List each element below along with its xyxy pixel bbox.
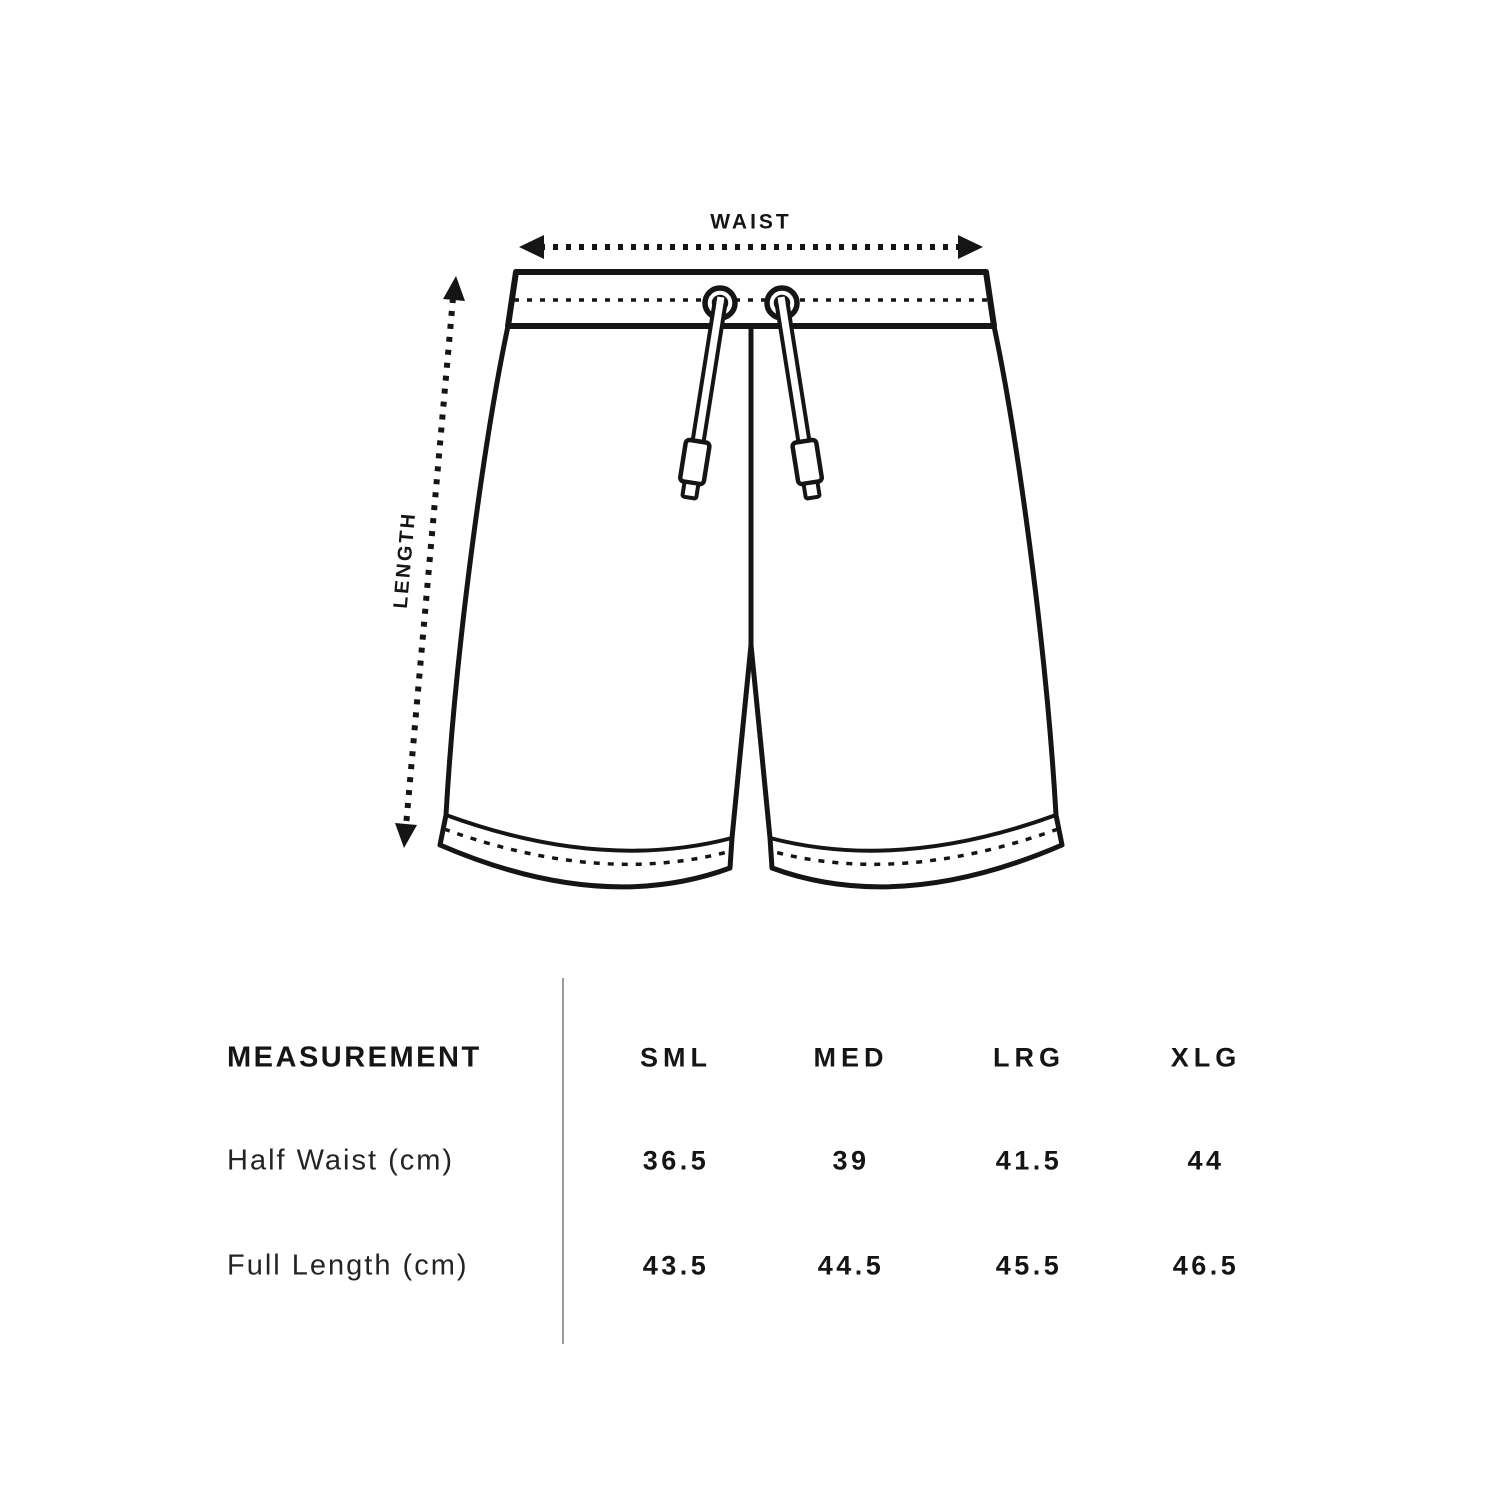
table-divider [562, 978, 564, 1344]
table-cell-full-length-lrg: 45.5 [995, 1250, 1063, 1281]
table-cell-half-waist-sml: 36.5 [642, 1145, 710, 1176]
table-row-label-full-length: Full Length (cm) [227, 1249, 469, 1282]
aglet-tip-left [682, 482, 698, 499]
table-col-header-xlg: XLG [1170, 1042, 1242, 1073]
table-row-label-half-waist: Half Waist (cm) [227, 1144, 455, 1177]
length-label: LENGTH [389, 510, 421, 610]
aglet-left [680, 439, 710, 484]
shorts-drawing [440, 272, 1062, 887]
waist-arrowhead-left-icon [519, 235, 544, 259]
waist-arrowhead-right-icon [958, 235, 983, 259]
table-cell-full-length-sml: 43.5 [642, 1250, 710, 1281]
table-header-measurement: MEASUREMENT [227, 1041, 482, 1074]
table-cell-full-length-med: 44.5 [817, 1250, 885, 1281]
length-arrowhead-top-icon [443, 276, 465, 301]
aglet-tip-right [804, 482, 820, 499]
table-cell-half-waist-lrg: 41.5 [995, 1145, 1063, 1176]
waist-label: WAIST [710, 210, 792, 234]
table-cell-half-waist-med: 39 [832, 1145, 870, 1176]
aglet-right [792, 439, 822, 484]
table-col-header-sml: SML [640, 1042, 712, 1073]
waist-arrow [519, 235, 983, 259]
length-arrowhead-bottom-icon [395, 823, 417, 848]
table-cell-half-waist-xlg: 44 [1187, 1145, 1225, 1176]
table-col-header-med: MED [813, 1042, 889, 1073]
table-cell-full-length-xlg: 46.5 [1172, 1250, 1240, 1281]
table-col-header-lrg: LRG [993, 1042, 1065, 1073]
